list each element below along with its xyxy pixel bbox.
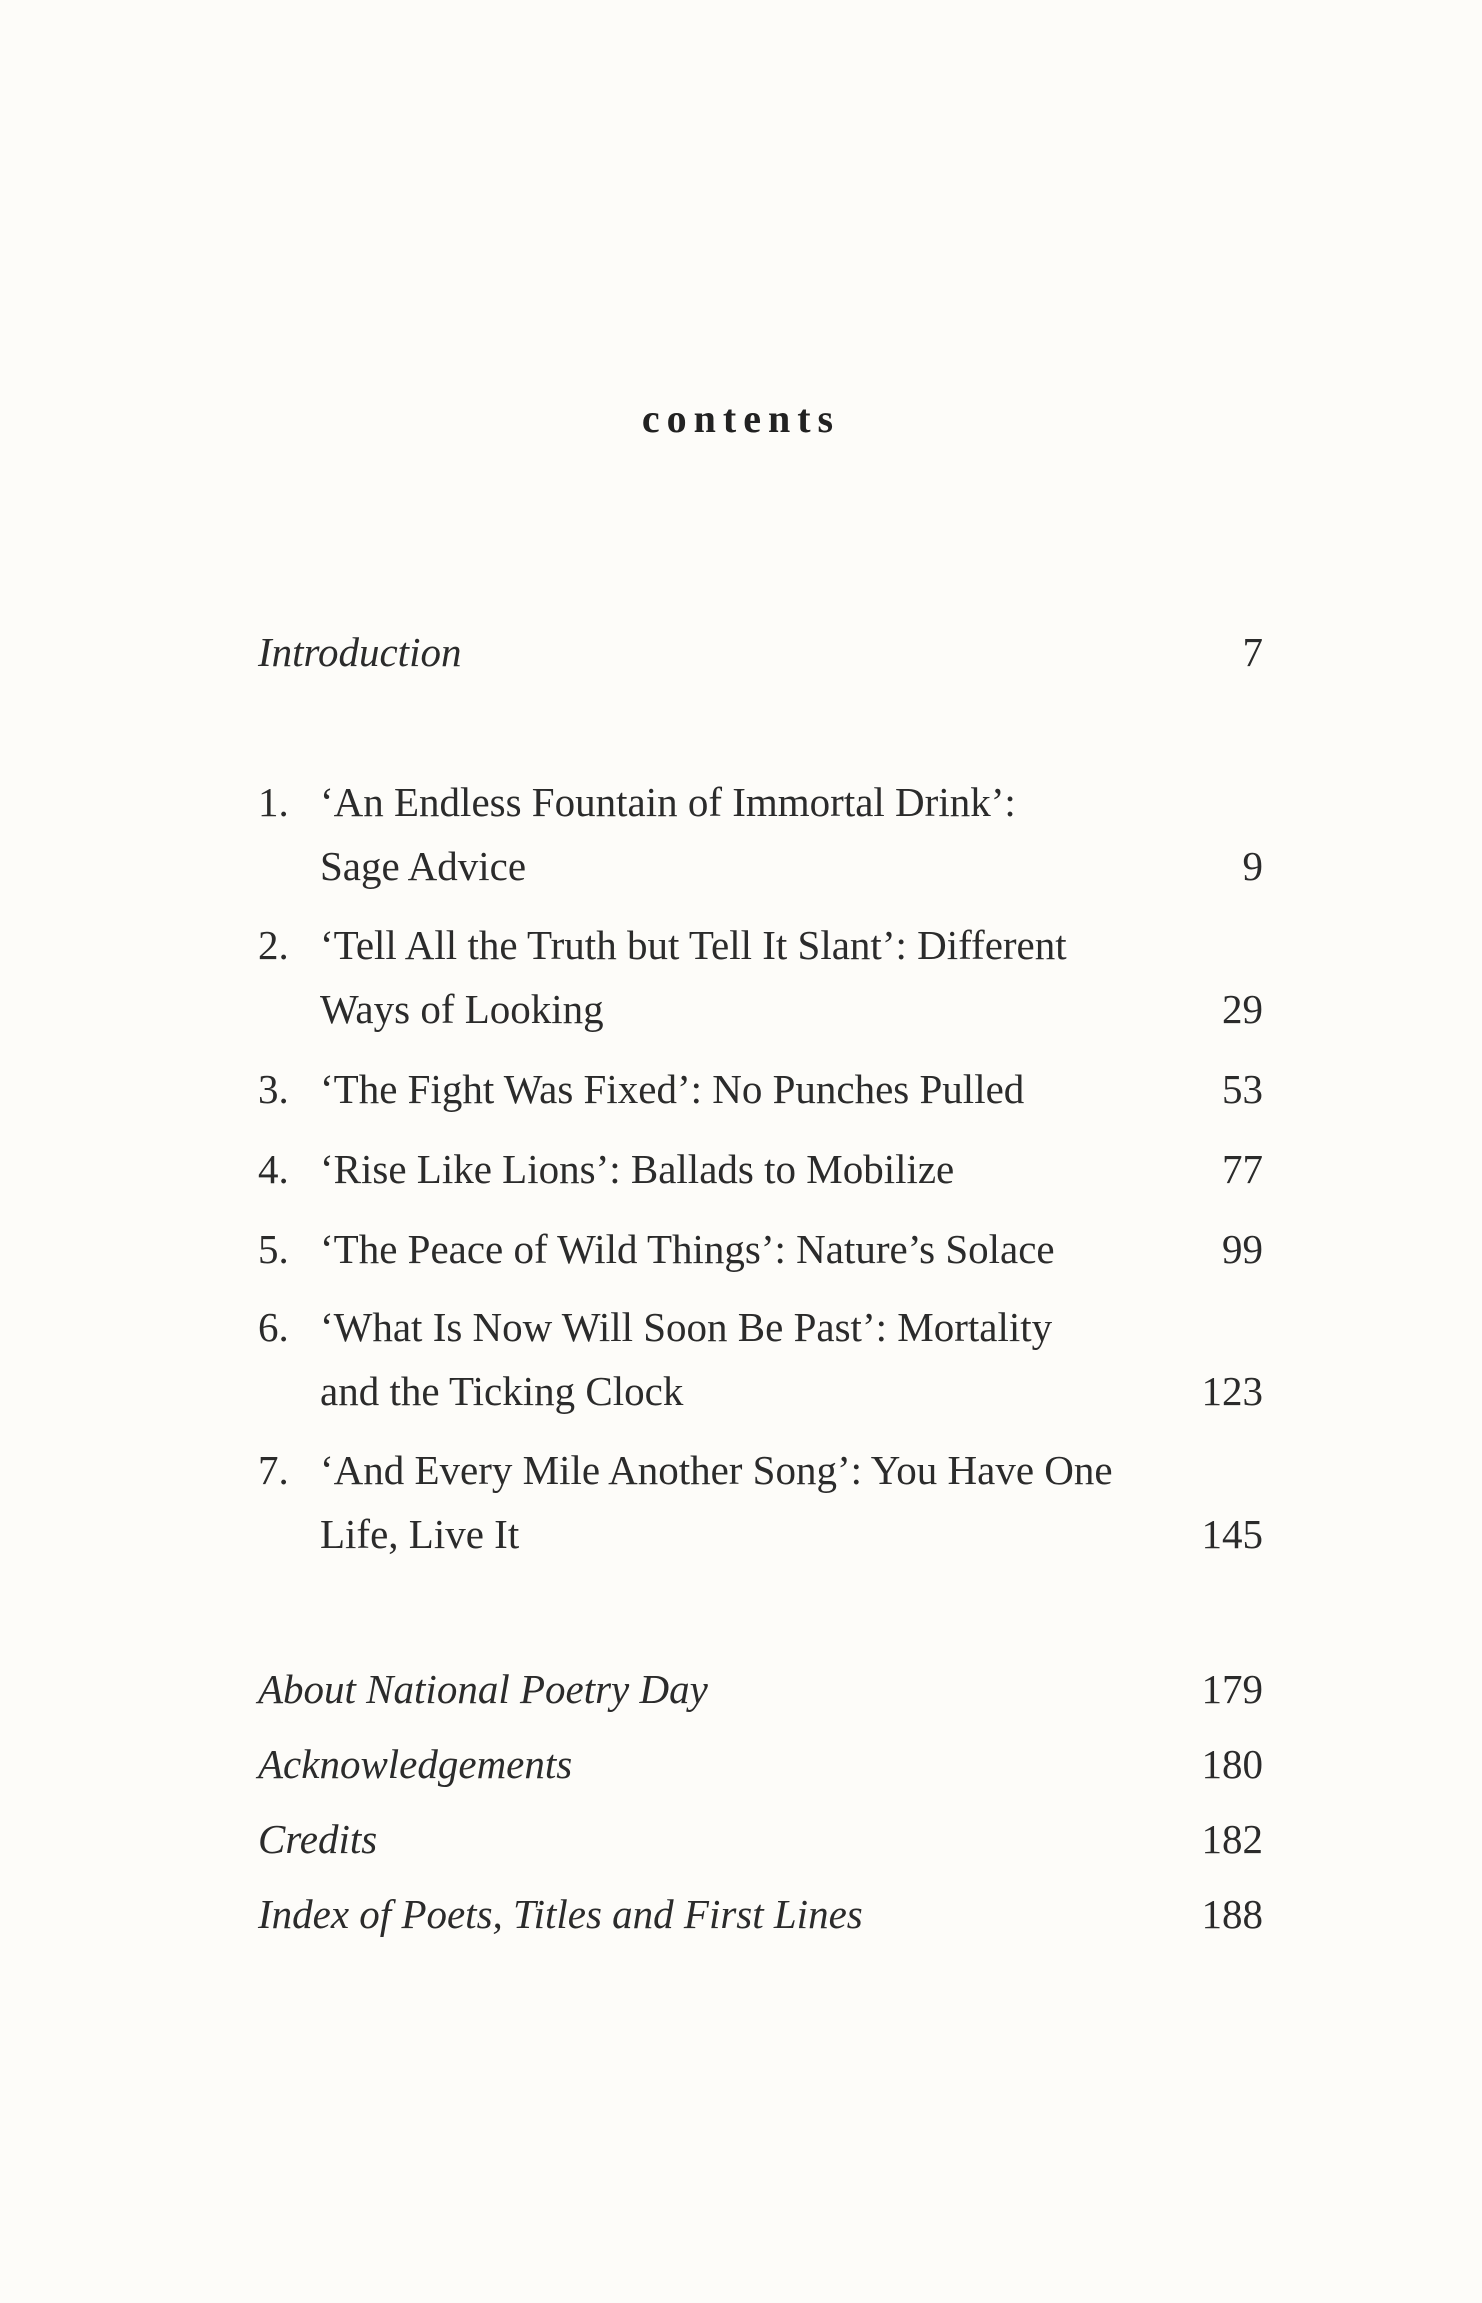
chapter-number: 3. [258,1066,289,1112]
entry-page-number: 180 [1201,1741,1263,1787]
chapter-title-line-1: ‘The Fight Was Fixed’: No Punches Pulled [320,1066,1025,1112]
entry-page-number: 77 [1222,1146,1263,1192]
toc-entry-chapter-1 [258,770,1263,898]
entry-page-number: 145 [1201,1511,1263,1557]
toc-entry-index [258,1882,1263,1946]
entry-page-number: 29 [1222,986,1263,1032]
toc-entry-chapter-6 [258,1295,1263,1423]
entry-page-number: 123 [1201,1368,1263,1414]
chapter-title-line-1: ‘What Is Now Will Soon Be Past’: Mortality [320,1304,1053,1350]
toc-entry-chapter-5 [258,1217,1263,1281]
chapter-title-line-2: Sage Advice [320,843,527,889]
toc-entry-about-national-poetry-day [258,1657,1263,1721]
toc-entry-chapter-7 [258,1438,1263,1566]
toc-entry-chapter-4 [258,1137,1263,1201]
entry-title: Index of Poets, Titles and First Lines [258,1891,863,1937]
entry-page-number: 7 [1242,629,1263,675]
entry-page-number: 9 [1242,843,1263,889]
entry-page-number: 182 [1201,1816,1263,1862]
chapter-number: 5. [258,1226,289,1272]
entry-page-number: 188 [1201,1891,1263,1937]
toc-entry-credits [258,1807,1263,1871]
chapter-number: 4. [258,1146,289,1192]
chapter-title-line-2: Life, Live It [320,1511,520,1557]
chapter-title-line-1: ‘And Every Mile Another Song’: You Have One [320,1447,1113,1493]
entry-title: Introduction [258,629,462,675]
entry-page-number: 53 [1222,1066,1263,1112]
page-title: contents [641,396,841,441]
chapter-title-line-2: Ways of Looking [320,986,604,1032]
toc-entry-introduction [258,620,1263,684]
chapter-title-line-1: ‘The Peace of Wild Things’: Nature’s Solace [320,1226,1055,1272]
chapter-title-line-2: and the Ticking Clock [320,1368,684,1414]
chapter-number: 2. [258,922,289,968]
entry-page-number: 179 [1201,1666,1263,1712]
entry-title: Credits [258,1816,378,1862]
toc-entry-chapter-2 [258,913,1263,1041]
chapter-title-line-1: ‘An Endless Fountain of Immortal Drink’: [320,779,1016,825]
toc-entry-chapter-3 [258,1057,1263,1121]
chapter-title-line-1: ‘Rise Like Lions’: Ballads to Mobilize [320,1146,955,1192]
entry-page-number: 99 [1222,1226,1263,1272]
entry-title: About National Poetry Day [258,1666,708,1712]
chapter-number: 1. [258,779,289,825]
chapter-number: 6. [258,1304,289,1350]
chapter-number: 7. [258,1447,289,1493]
chapter-title-line-1: ‘Tell All the Truth but Tell It Slant’: Different [320,922,1067,968]
toc-entry-acknowledgements [258,1732,1263,1796]
entry-title: Acknowledgements [258,1741,573,1787]
